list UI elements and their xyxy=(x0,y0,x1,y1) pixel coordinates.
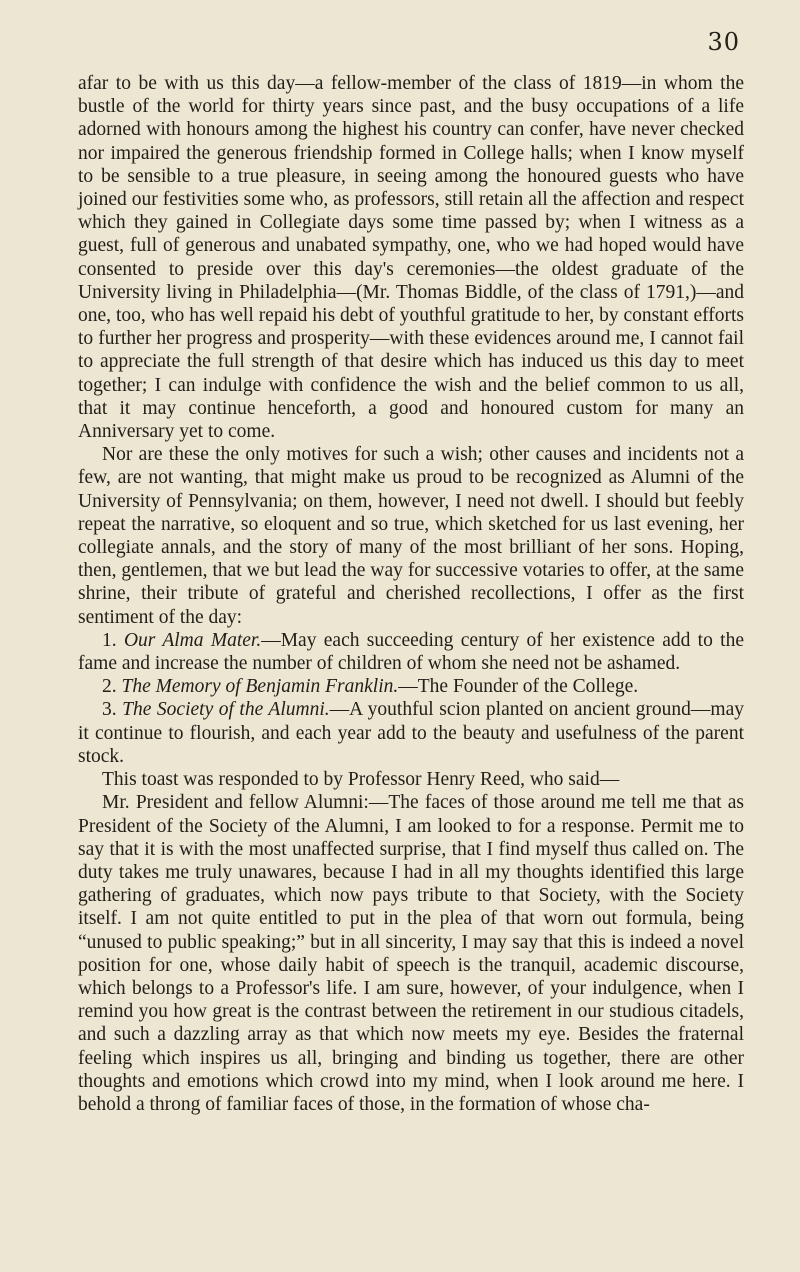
toast-text: —May each succeeding century of her existence add to the fame and increase the number of children of whom she need not be ashamed. xyxy=(78,629,744,675)
toast-alma-mater xyxy=(78,629,744,675)
toast-title: The Society of the Alumni. xyxy=(122,699,330,721)
toast-franklin xyxy=(78,675,744,698)
paragraph-motives: Nor are these the only motives for such a wish; other causes and incidents not a few, are not wanting, that might make us proud to be recognized as Alumni of the University of Pennsylvania; on them, however, I need not dwell. I should but feebly repeat the narrative, so eloquent and so true, which sketched for us last evening, her collegiate annals, and the story of many of the most brilliant of her sons. Hoping, then, gentlemen, that we but lead the way for successive votaries to offer, at the same shrine, their tribute of grateful and cherished recollections, I offer as the first sentiment of the day: xyxy=(78,444,744,628)
paragraph-continuation: afar to be with us this day—a fellow-member of the class of 1819—in whom the bustle of the world for thirty years since past, and the busy occupations of a life adorned with honours among the highest his country can confer, have never checked nor impaired the generous friendship formed in College halls; when I know myself to be sensible to a true pleasure, in seeing among the honoured guests who have joined our festivities some who, as professors, still retain all the affection and respect which they gained in Collegiate days some time passed by; when I witness as a guest, full of generous and unabated sympathy, one, who we had hoped would have consented to preside over this day's ceremonies—the oldest graduate of the University living in Philadelphia—(Mr. Thomas Biddle, of the class of 1791,)—and one, too, who has well repaid his debt of youthful gratitude to her, by constant efforts to further her progress and prosperity—with these evidences around me, I cannot fail to appreciate the full strength of that desire which has induced us this day to meet together; I can indulge with confidence the wish and the belief common to us all, that it may continue henceforth, a good and honoured custom for many an Anniversary yet to come. xyxy=(78,73,744,443)
body-text xyxy=(78,72,744,1116)
toast-number: 3. xyxy=(102,699,117,721)
toast-text: —A youthful scion planted on ancient ground—may it continue to flourish, and each year add to the beauty and usefulness of the parent stock. xyxy=(78,699,744,767)
page-number: 30 xyxy=(707,28,740,56)
toast-alumni-society xyxy=(78,698,744,768)
toast-text: —The Founder of the College. xyxy=(398,676,639,698)
toast-title: The Memory of Benjamin Franklin. xyxy=(121,676,399,698)
paragraph-speech: Mr. President and fellow Alumni:—The faces of those around me tell me that as President of the Society of the Alumni, I am looked to for a response. Permit me to say that it is with the most unaffected surprise, that I find myself thus called on. The duty takes me truly unawares, because I had in all my thoughts identified this large gathering of graduates, which now pays tribute to that Society, with the Society itself. I am not quite entitled to put in the plea of that worn out formula, being “unused to public speaking;” but in all sincerity, I may say that this is indeed a novel position for one, whose daily habit of speech is the tranquil, academic discourse, which belongs to a Professor's life. I am sure, however, of your indulgence, when I remind you how great is the contrast between the retirement in our studious citadels, and such a dazzling array as that which now meets my eye. Besides the fraternal feeling which inspires us all, bringing and binding us together, there are other thoughts and emotions which crowd into my mind, when I look around me here. I behold a throng of familiar faces of those, in the formation of whose cha- xyxy=(78,792,744,1115)
toast-number: 1. xyxy=(102,629,117,651)
toast-title: Our Alma Mater. xyxy=(123,629,262,651)
toast-number: 2. xyxy=(102,676,117,698)
paragraph-response-intro: This toast was responded to by Professor Henry Reed, who said— xyxy=(102,769,620,791)
